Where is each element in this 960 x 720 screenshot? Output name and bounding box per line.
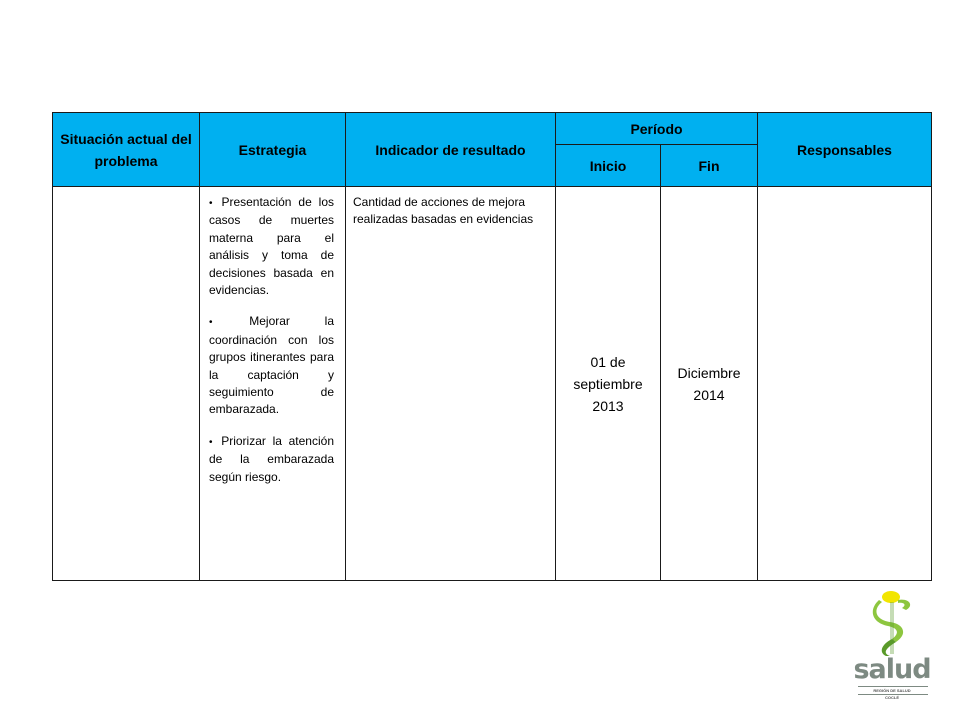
- bullet-icon: •: [209, 436, 213, 448]
- strategy-text: Presentación de los casos de muertes materna para el análisis y toma de decisiones basada en evidencias.: [209, 195, 334, 298]
- header-inicio: Inicio: [556, 145, 661, 187]
- cell-fin: [661, 187, 758, 581]
- serpent-staff-icon: [852, 590, 932, 656]
- strategy-text: Mejorar la coordinación con los grupos itinerantes para la captación y seguimiento de embarazada.: [209, 314, 334, 417]
- strategy-text: Priorizar la atención de la embarazada según riesgo.: [209, 433, 334, 484]
- table-row: [53, 187, 932, 581]
- header-situacion: Situación actual del problema: [53, 113, 200, 187]
- logo-wordmark: salud: [853, 654, 931, 685]
- logo-divider: [858, 686, 928, 687]
- cell-indicador: [346, 187, 556, 581]
- salud-logo: [852, 590, 932, 705]
- logo-subtitle: REGIÓN DE SALUD: [873, 688, 911, 693]
- cell-situacion: [53, 187, 200, 581]
- action-plan-table: [52, 112, 932, 581]
- header-fin: Fin: [661, 145, 758, 187]
- bullet-icon: •: [209, 198, 213, 209]
- cell-inicio: [556, 187, 661, 581]
- strategy-item: [209, 194, 334, 299]
- indicator-text: Cantidad de acciones de mejora realizadas basadas en evidencias: [353, 195, 534, 226]
- header-indicador: Indicador de resultado: [346, 113, 556, 187]
- header-responsables: Responsables: [758, 113, 932, 187]
- inicio-date: 01 de septiembre 2013: [573, 353, 643, 414]
- logo-subtitle-region: COCLÉ: [885, 695, 899, 700]
- strategy-item: [209, 433, 334, 486]
- header-periodo: Período: [556, 113, 758, 145]
- header-estrategia: Estrategia: [200, 113, 346, 187]
- bullet-icon: •: [209, 317, 213, 329]
- strategy-item: [209, 313, 334, 418]
- cell-estrategia: [200, 187, 346, 581]
- fin-date: Diciembre 2014: [677, 364, 741, 403]
- cell-responsables: [758, 187, 932, 581]
- strategy-list: [200, 187, 345, 486]
